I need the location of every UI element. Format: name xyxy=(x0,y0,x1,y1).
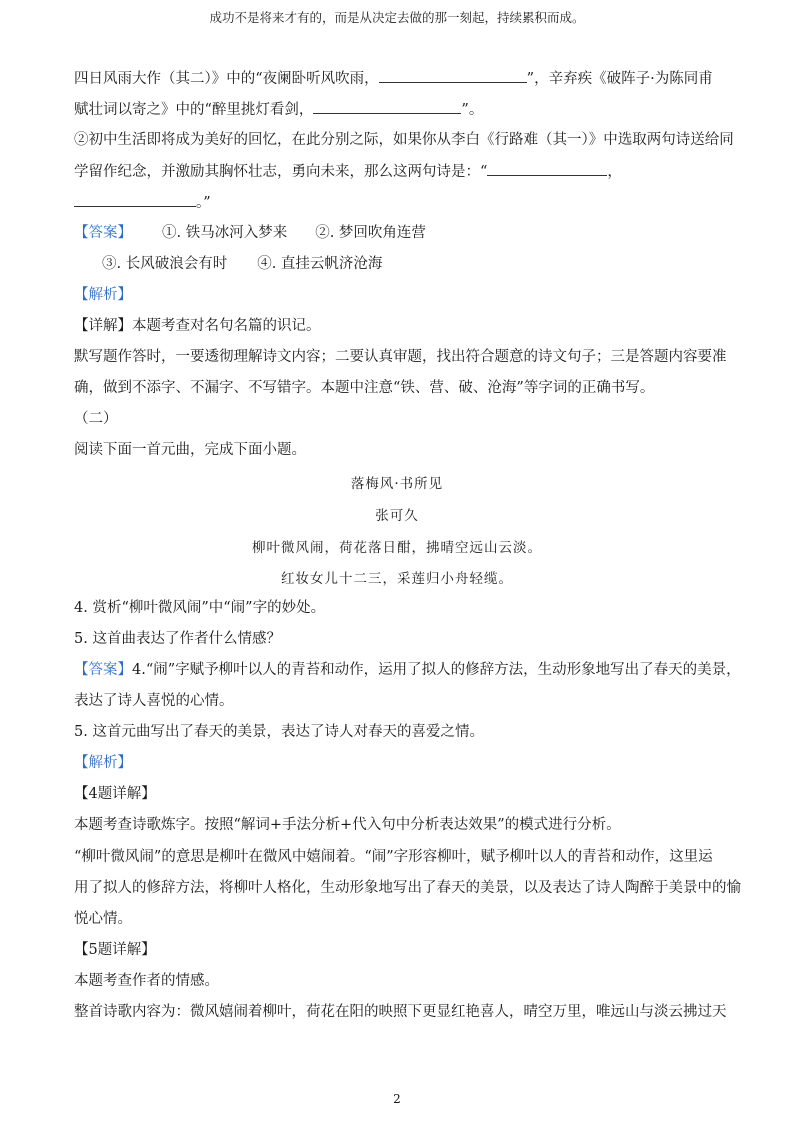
line-text: 赋壮词以寄之》中的“醉里挑灯看剑， xyxy=(74,102,314,118)
paragraph-line: 整首诗歌内容为：微风嬉闹着柳叶，荷花在阳的映照下更显红艳喜人，晴空万里，唯远山与淡云拂过天 xyxy=(74,1004,727,1020)
fill-blank-line-5 xyxy=(74,192,211,213)
answer-continuation: 表达了诗人喜悦的心情。 xyxy=(74,693,234,709)
paragraph-line: 悦心情。 xyxy=(74,911,132,927)
answer-item: ④. 直挂云帆济沧海 xyxy=(257,256,383,272)
answer-item: ②. 梦回吹角连营 xyxy=(315,225,426,241)
fill-blank-line-2 xyxy=(74,99,483,120)
poem-line: 柳叶微风闹，荷花落日酣，拂晴空远山云淡。 xyxy=(252,540,542,556)
answer-item: ③. 长风破浪会有时 xyxy=(102,256,228,272)
line-text: ， xyxy=(607,164,622,180)
detail-heading-4: 【4题详解】 xyxy=(74,786,156,802)
paragraph-line: 本题考查诗歌炼字。按照“解词+手法分析+代入句中分析表达效果”的模式进行分析。 xyxy=(74,817,621,833)
line-text: 学留作纪念，并激励其胸怀壮志，勇向未来，那么这两句诗是：“ xyxy=(74,164,488,180)
answer-line-1 xyxy=(74,223,426,243)
paragraph-line: 默写题作答时，一要透彻理解诗文内容；二要认真审题，找出符合题意的诗文句子；三是答题内容要准 xyxy=(74,349,727,365)
analysis-tag: 【解析】 xyxy=(74,755,132,771)
reading-instruction: 阅读下面一首元曲，完成下面小题。 xyxy=(74,442,306,458)
answer-line-2 xyxy=(102,254,382,274)
detail-heading: 【详解】本题考查对名句名篇的识记。 xyxy=(74,318,321,334)
answer-text: 4.“闹”字赋予柳叶以人的青苔和动作，运用了拟人的修辞方法，生动形象地写出了春天的美景， xyxy=(132,662,741,678)
line-text: ”。 xyxy=(461,102,484,118)
answer-blank xyxy=(313,99,461,114)
question-4: 4. 赏析“柳叶微风闹”中“闹”字的妙处。 xyxy=(74,600,326,616)
poem-line: 红妆女儿十二三，采莲归小舟轻缆。 xyxy=(281,571,513,587)
question-line: ②初中生活即将成为美好的回忆，在此分别之际，如果你从李白《行路难（其一）》中选取两句诗送给同 xyxy=(74,132,734,148)
line-text: 四日风雨大作（其二）》中的“夜阑卧听风吹雨， xyxy=(74,71,379,87)
answer-blank xyxy=(487,161,607,176)
answer-blank xyxy=(74,192,196,207)
fill-blank-line-1 xyxy=(74,68,713,89)
paragraph-line: 确，做到不添字、不漏字、不写错字。本题中注意“铁、营、破、沧海”等字词的正确书写。 xyxy=(74,380,655,396)
answer-tag: 【答案】 xyxy=(74,662,132,678)
analysis-tag: 【解析】 xyxy=(74,287,132,303)
line-text: 。” xyxy=(196,195,211,211)
section-heading: （二） xyxy=(74,411,118,427)
page-number: 2 xyxy=(393,1092,401,1106)
poem-title: 落梅风·书所见 xyxy=(350,476,444,492)
answer-blank xyxy=(379,68,527,83)
paragraph-line: 本题考查作者的情感。 xyxy=(74,973,219,989)
answer-line-4 xyxy=(74,660,741,680)
question-5: 5. 这首曲表达了作者什么情感？ xyxy=(74,631,281,647)
poem-author: 张可久 xyxy=(375,508,419,524)
detail-heading-5: 【5题详解】 xyxy=(74,942,156,958)
answer-5: 5. 这首元曲写出了春天的美景，表达了诗人对春天的喜爱之情。 xyxy=(74,724,484,740)
paragraph-line: “柳叶微风闹”的意思是柳叶在微风中嬉闹着。“闹”字形容柳叶，赋予柳叶以人的青苔和动作，这里运 xyxy=(74,849,713,865)
paragraph-line: 用了拟人的修辞方法，将柳叶人格化，生动形象地写出了春天的美景，以及表达了诗人陶醉于美景中的愉 xyxy=(74,880,741,896)
answer-item: ①. 铁马冰河入梦来 xyxy=(162,225,288,241)
page-header-motto: 成功不是将来才有的，而是从决定去做的那一刻起，持续累积而成。 xyxy=(209,10,585,25)
answer-tag: 【答案】 xyxy=(74,225,132,241)
line-text: ”，辛弃疾《破阵子·为陈同甫 xyxy=(526,71,713,87)
fill-blank-line-4 xyxy=(74,161,622,182)
